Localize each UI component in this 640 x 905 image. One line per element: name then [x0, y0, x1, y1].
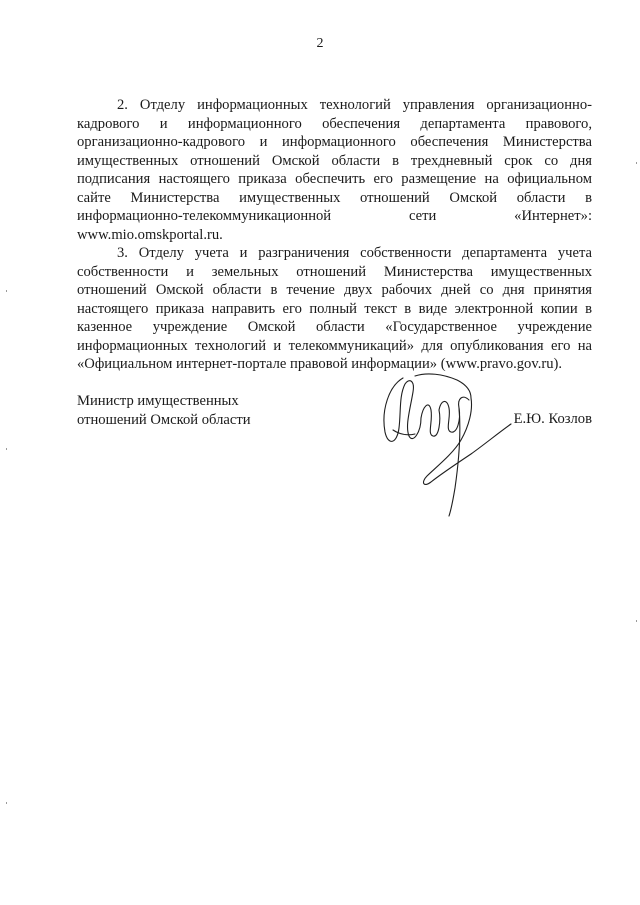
- margin-mark: [6, 802, 7, 804]
- signature-block: [77, 392, 592, 522]
- page-number: 2: [316, 36, 324, 51]
- paragraph-item-2: 2. Отделу информационных технологий управления организационно-кадрового и информационного обеспечения департамента правового, организационно-кадрового и информационного обеспечения Министерства имущественных отношений Омской области в трехдневный срок со дня подписания настоящего приказа обеспечить его размещение на официальном сайте Министерства имущественных отношений Омской области в информационно-телекоммуникационной сети «Интернет»: www.mio.omskportal.ru.: [77, 97, 592, 243]
- signer-name: Е.Ю. Козлов: [513, 411, 592, 427]
- minister-title-line-1: Министр имущественных: [77, 393, 239, 409]
- paragraph-item-3: 3. Отделу учета и разграничения собственности департамента учета собственности и земельных отношений Министерства имущественных отношений Омской области в течение двух рабочих дней со дня принятия настоящего приказа направить его полный текст в виде электронной копии в казенное учреждение Омской области «Государственное учреждение информационных технологий и телекоммуникаций» для опубликования его на «Официальном интернет-портале правовой информации» (www.pravo.gov.ru).: [77, 245, 592, 372]
- handwritten-signature: [375, 370, 515, 520]
- margin-mark: [636, 620, 637, 622]
- document-body: [77, 96, 592, 374]
- margin-mark: [6, 448, 7, 450]
- margin-mark: [6, 290, 7, 292]
- margin-mark: [636, 162, 637, 164]
- minister-title: [77, 392, 307, 429]
- minister-title-line-2: отношений Омской области: [77, 411, 251, 428]
